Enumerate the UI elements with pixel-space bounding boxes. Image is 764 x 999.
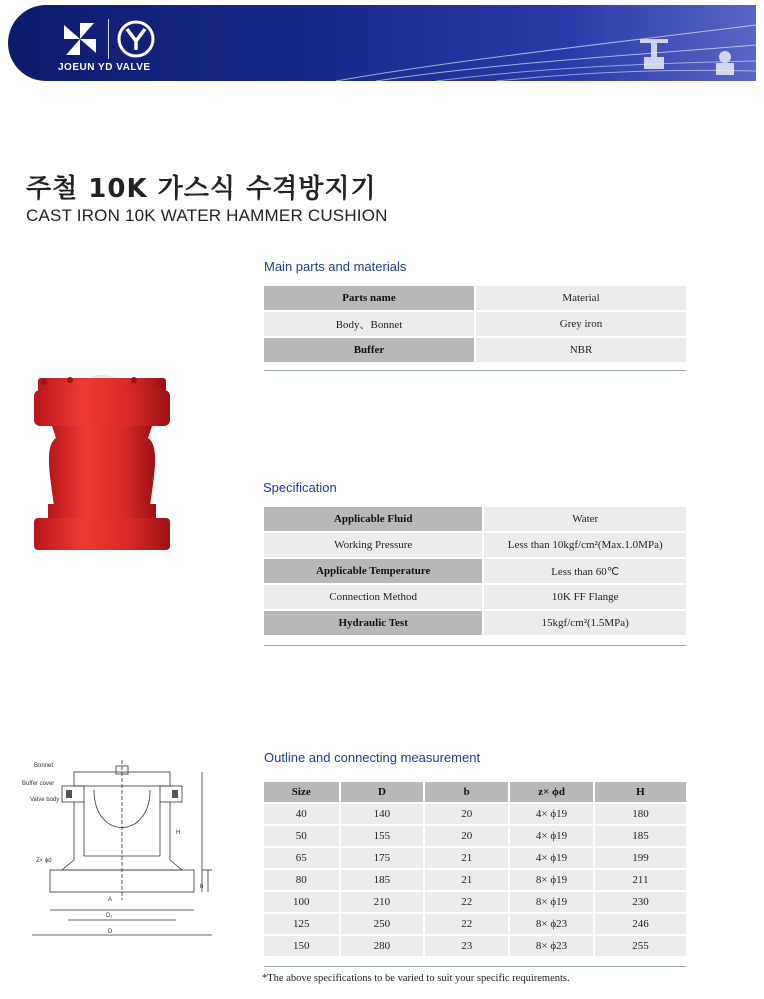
table-cell: 10K FF Flange bbox=[484, 585, 686, 609]
parts-heading: Main parts and materials bbox=[264, 259, 407, 274]
table-cell: Working Pressure bbox=[264, 533, 482, 557]
table-row bbox=[264, 826, 686, 846]
drawing-label-valve-body: Valve body bbox=[30, 797, 60, 803]
table-cell: Connection Method bbox=[264, 585, 482, 609]
table-header-cell: Size bbox=[264, 782, 339, 802]
table-cell: Applicable Temperature bbox=[264, 559, 482, 583]
table-cell: 8× ϕ19 bbox=[510, 892, 593, 912]
table-cell: 21 bbox=[425, 848, 508, 868]
table-row bbox=[264, 936, 686, 956]
product-title-korean: 주철 10K 가스식 수격방지기 bbox=[26, 174, 377, 204]
table-cell: Body、Bonnet bbox=[264, 312, 474, 336]
table-cell: 140 bbox=[341, 804, 424, 824]
product-title-english: CAST IRON 10K WATER HAMMER CUSHION bbox=[26, 206, 388, 225]
table-cell: Buffer bbox=[264, 338, 474, 362]
table-row bbox=[264, 782, 686, 802]
table-cell: 22 bbox=[425, 914, 508, 934]
table-cell: 21 bbox=[425, 870, 508, 890]
table-cell: 4× ϕ19 bbox=[510, 804, 593, 824]
table-cell: 15kgf/cm²(1.5MPa) bbox=[484, 611, 686, 635]
table-cell: 100 bbox=[264, 892, 339, 912]
banner-decoration bbox=[336, 5, 756, 81]
table-cell: 23 bbox=[425, 936, 508, 956]
table-cell: 250 bbox=[341, 914, 424, 934]
table-cell: 211 bbox=[595, 870, 686, 890]
table-cell: NBR bbox=[476, 338, 686, 362]
divider bbox=[264, 645, 686, 646]
table-cell: Less than 10kgf/cm²(Max.1.0MPa) bbox=[484, 533, 686, 557]
table-cell: 8× ϕ23 bbox=[510, 914, 593, 934]
logo-pinwheel-icon bbox=[60, 19, 100, 59]
table-cell: 8× ϕ23 bbox=[510, 936, 593, 956]
table-cell: 175 bbox=[341, 848, 424, 868]
table-cell: 65 bbox=[264, 848, 339, 868]
table-row bbox=[264, 338, 686, 362]
table-cell: 255 bbox=[595, 936, 686, 956]
table-cell: 180 bbox=[595, 804, 686, 824]
table-cell: 230 bbox=[595, 892, 686, 912]
table-cell: 22 bbox=[425, 892, 508, 912]
drawing-label-d: D bbox=[108, 929, 113, 935]
table-header-cell: z× ϕd bbox=[510, 782, 593, 802]
drawing-label-bonnet: Bonnet bbox=[34, 763, 54, 769]
table-cell: 185 bbox=[341, 870, 424, 890]
table-cell: 280 bbox=[341, 936, 424, 956]
footnote: *The above specifications to be varied to suit your specific requirements. bbox=[262, 973, 570, 984]
spec-heading: Specification bbox=[263, 480, 337, 495]
table-row bbox=[264, 286, 686, 310]
table-cell: 50 bbox=[264, 826, 339, 846]
table-cell: Applicable Fluid bbox=[264, 507, 482, 531]
table-cell: 246 bbox=[595, 914, 686, 934]
table-row bbox=[264, 914, 686, 934]
table-row bbox=[264, 507, 686, 531]
drawing-label-a: A bbox=[108, 897, 113, 903]
drawing-label-b: b bbox=[200, 884, 204, 890]
table-cell: 150 bbox=[264, 936, 339, 956]
table-cell: Grey iron bbox=[476, 312, 686, 336]
table-cell: 4× ϕ19 bbox=[510, 826, 593, 846]
drawing-label-h: H bbox=[176, 830, 181, 836]
logo-divider bbox=[108, 19, 109, 59]
table-row bbox=[264, 585, 686, 609]
drawing-label-zd: Z× ϕd bbox=[36, 858, 52, 864]
table-header-cell: b bbox=[425, 782, 508, 802]
table-cell: 210 bbox=[341, 892, 424, 912]
table-cell: Hydraulic Test bbox=[264, 611, 482, 635]
table-row bbox=[264, 533, 686, 557]
table-cell: 4× ϕ19 bbox=[510, 848, 593, 868]
table-header-cell: D bbox=[341, 782, 424, 802]
table-cell: 20 bbox=[425, 804, 508, 824]
header-banner bbox=[8, 5, 756, 81]
spec-table bbox=[262, 505, 688, 637]
outline-heading: Outline and connecting measurement bbox=[264, 750, 481, 765]
table-cell: 199 bbox=[595, 848, 686, 868]
valve-technical-drawing bbox=[22, 760, 222, 952]
table-cell: 155 bbox=[341, 826, 424, 846]
drawing-label-buffer-cover: Buffer cover bbox=[22, 781, 55, 787]
table-row bbox=[264, 559, 686, 583]
table-row bbox=[264, 312, 686, 336]
table-cell: 20 bbox=[425, 826, 508, 846]
table-cell: 185 bbox=[595, 826, 686, 846]
table-row bbox=[264, 804, 686, 824]
divider bbox=[264, 966, 686, 967]
table-cell: Less than 60℃ bbox=[484, 559, 686, 583]
table-cell: 80 bbox=[264, 870, 339, 890]
valve-product-image bbox=[30, 366, 174, 556]
brand-name: JOEUN YD VALVE bbox=[58, 62, 151, 73]
table-cell: Water bbox=[484, 507, 686, 531]
table-cell: 8× ϕ19 bbox=[510, 870, 593, 890]
table-row bbox=[264, 611, 686, 635]
table-cell: 125 bbox=[264, 914, 339, 934]
outline-table bbox=[262, 780, 688, 958]
table-row bbox=[264, 892, 686, 912]
table-row bbox=[264, 870, 686, 890]
parts-table bbox=[262, 284, 688, 364]
divider bbox=[264, 370, 686, 371]
table-header-cell: H bbox=[595, 782, 686, 802]
logo-y-circle-icon bbox=[116, 19, 156, 59]
table-cell: 40 bbox=[264, 804, 339, 824]
table-header-cell: Parts name bbox=[264, 286, 474, 310]
table-header-cell: Material bbox=[476, 286, 686, 310]
drawing-label-d1: D₁ bbox=[106, 913, 113, 919]
table-row bbox=[264, 848, 686, 868]
